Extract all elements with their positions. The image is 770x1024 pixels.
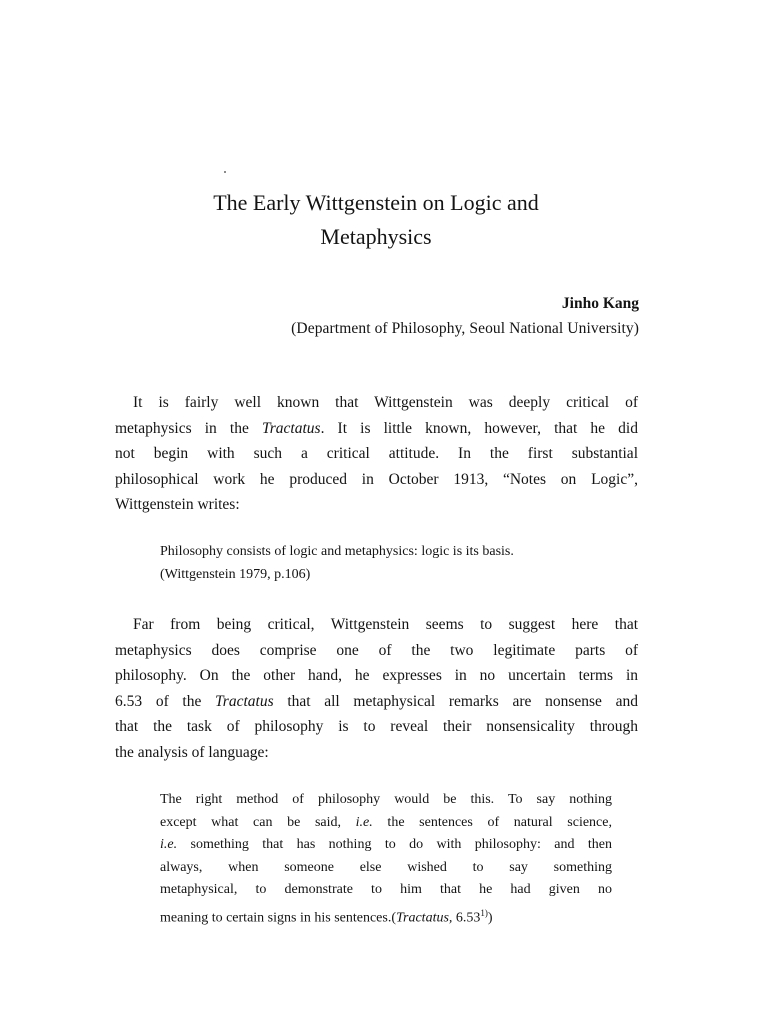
- block-quote-1: [160, 541, 612, 586]
- title-line-2: Metaphysics: [320, 224, 432, 249]
- author-block: [291, 291, 639, 341]
- quote-line: Philosophy consists of logic and metaphysics: logic is its basis.: [160, 544, 514, 559]
- quote-citation: (Wittgenstein 1979, p.106): [160, 566, 311, 582]
- paragraph-line: It is fairly well known that Wittgenstein was deeply critical of: [133, 394, 638, 411]
- italic-term: i.e.: [355, 814, 373, 830]
- paper-title: [0, 186, 752, 254]
- paragraph-line: metaphysics in the Tractatus. It is little known, however, that he did: [115, 419, 638, 437]
- paragraph-line: philosophical work he produced in October 1913, “Notes on Logic”,: [115, 470, 638, 488]
- italic-term: Tractatus: [261, 419, 321, 437]
- scan-speck: [224, 171, 226, 173]
- paragraph-line: that the task of philosophy is to reveal their nonsensicality through: [115, 718, 638, 735]
- italic-citation: Tractatus,: [396, 910, 453, 926]
- author-affiliation: (Department of Philosophy, Seoul National University): [291, 320, 639, 337]
- paragraph-line: 6.53 of the Tractatus that all metaphysical remarks are nonsense and: [115, 692, 638, 710]
- block-quote-2: [160, 789, 612, 930]
- quote-line: metaphysical, to demonstrate to him that he had given no: [160, 882, 612, 897]
- quote-line: always, when someone else wished to say something: [160, 859, 612, 875]
- title-line-1: The Early Wittgenstein on Logic and: [213, 190, 539, 215]
- paragraph-line: Far from being critical, Wittgenstein seems to suggest here that: [133, 616, 638, 633]
- paragraph-line: Wittgenstein writes:: [115, 496, 240, 513]
- italic-term: Tractatus: [215, 692, 274, 710]
- quote-line: meaning to certain signs in his sentences.(Tractatus, 6.53$^{1)}$): [160, 907, 493, 926]
- quote-line: except what can be said, i.e. the sentences of natural science,: [160, 814, 612, 830]
- paragraph-line: metaphysics does comprise one of the two legitimate parts of: [115, 641, 638, 659]
- paragraph-line: not begin with such a critical attitude. In the first substantial: [115, 445, 638, 462]
- quote-line: The right method of philosophy would be this. To say nothing: [160, 792, 612, 807]
- paragraph-line: the analysis of language:: [115, 743, 269, 761]
- paragraph-intro: [115, 390, 638, 518]
- author-name: Jinho Kang: [561, 295, 639, 312]
- paragraph-line: philosophy. On the other hand, he expresses in no uncertain terms in: [115, 667, 638, 684]
- quote-line: i.e. something that has nothing to do with philosophy: and then: [160, 837, 612, 852]
- footnote-marker: 1): [480, 907, 488, 918]
- italic-term: i.e.: [160, 837, 178, 852]
- paragraph-body: [115, 612, 638, 765]
